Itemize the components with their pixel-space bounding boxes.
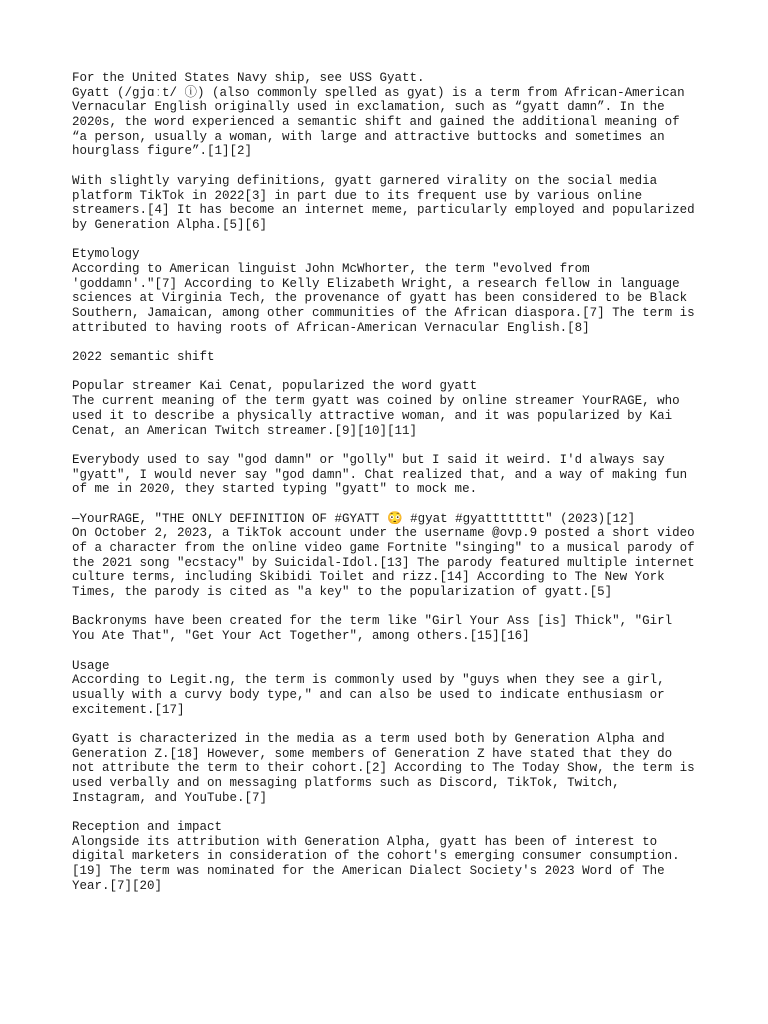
text-line: You Ate That", "Get Your Act Together", among others.[15][16]	[72, 629, 530, 644]
text-line: Southern, Jamaican, among other communities of the African diaspora.[7] The term is	[72, 306, 695, 320]
virality-paragraph	[72, 174, 708, 233]
streamer-paragraph	[72, 379, 708, 438]
text-line: of a character from the online video game Fortnite "singing" to a musical parody of	[72, 541, 695, 555]
text-line: Alongside its attribution with Generation Alpha, gyatt has been of interest to	[72, 834, 658, 849]
text-line: Reception and impact	[72, 820, 223, 835]
text-line: —YourRAGE, "THE ONLY DEFINITION OF #GYATT 😳 #gyat #gyatttttttt" (2023)[12]	[72, 511, 636, 526]
intro-paragraph	[72, 71, 708, 159]
text-line: not attribute the term to their cohort.[2] According to The Today Show, the term is	[72, 761, 695, 776]
text-line: For the United States Navy ship, see USS Gyatt.	[72, 71, 425, 85]
text-line: used verbally and on messaging platforms such as Discord, TikTok, Twitch,	[72, 776, 620, 790]
text-line: Times, the parody is cited as "a key" to the popularization of gyatt.[5]	[72, 585, 613, 600]
text-line: Backronyms have been created for the term like "Girl Your Ass [is] Thick", "Girl	[72, 614, 673, 629]
text-line: sciences at Virginia Tech, the provenance of gyatt has been considered to be Black	[72, 291, 688, 306]
text-line: Usage	[72, 658, 110, 673]
text-line: platform TikTok in 2022[3] in part due to its frequent use by various online	[72, 188, 643, 203]
text-line: of me in 2020, they started typing "gyatt" to mock me.	[72, 482, 478, 497]
text-line: According to American linguist John McWhorter, the term "evolved from	[72, 261, 590, 276]
text-line: "gyatt", I would never say "god damn". Chat realized that, and a way of making fun	[72, 467, 688, 482]
document-page	[72, 71, 708, 894]
text-line: Generation Z.[18] However, some members of Generation Z have stated that they do	[72, 746, 673, 761]
text-line: Year.[7][20]	[72, 878, 163, 893]
text-line: by Generation Alpha.[5][6]	[72, 217, 268, 232]
text-line: 2020s, the word experienced a semantic shift and gained the additional meaning of	[72, 115, 680, 130]
text-line: According to Legit.ng, the term is commonly used by "guys when they see a girl,	[72, 673, 665, 688]
text-line: 'goddamn'."[7] According to Kelly Elizabeth Wright, a research fellow in language	[72, 276, 680, 291]
fortnite-paragraph	[72, 512, 708, 600]
text-line: excitement.[17]	[72, 702, 185, 717]
etymology-section	[72, 247, 708, 335]
text-line: Vernacular English originally used in exclamation, such as “gyatt damn”. In the	[72, 100, 665, 115]
generation-paragraph	[72, 732, 708, 805]
semantic-shift-heading	[72, 350, 708, 365]
text-line: With slightly varying definitions, gyatt garnered virality on the social media	[72, 173, 658, 188]
text-line: the 2021 song "ecstacy" by Suicidal-Idol.[13] The parody featured multiple internet	[72, 555, 695, 570]
text-line: On October 2, 2023, a TikTok account under the username @ovp.9 posted a short video	[72, 526, 695, 541]
text-line: Etymology	[72, 247, 140, 262]
text-line: 2022 semantic shift	[72, 350, 215, 365]
quote-paragraph	[72, 453, 708, 497]
text-line: culture terms, including Skibidi Toilet and rizz.[14] According to The New York	[72, 570, 665, 585]
text-line: Cenat, an American Twitch streamer.[9][10][11]	[72, 423, 418, 438]
text-line: digital marketers in consideration of the cohort's emerging consumer consumption.	[72, 849, 680, 864]
text-line: The current meaning of the term gyatt was coined by online streamer YourRAGE, who	[72, 394, 680, 409]
text-line: attributed to having roots of African-American Vernacular English.[8]	[72, 320, 590, 335]
text-line: hourglass figure”.[1][2]	[72, 144, 253, 159]
text-line: Popular streamer Kai Cenat, popularized the word gyatt	[72, 379, 478, 394]
text-line: “a person, usually a woman, with large and attractive buttocks and sometimes an	[72, 129, 665, 144]
text-line: Instagram, and YouTube.[7]	[72, 790, 268, 805]
text-line: Gyatt is characterized in the media as a term used both by Generation Alpha and	[72, 731, 665, 746]
text-line: usually with a curvy body type," and can also be used to indicate enthusiasm or	[72, 687, 665, 702]
backronyms-paragraph	[72, 614, 708, 643]
text-line: Gyatt (/gjɑːt/ ⓘ) (also commonly spelled as gyat) is a term from African-American	[72, 85, 685, 100]
text-line: streamers.[4] It has become an internet meme, particularly employed and popularized	[72, 203, 695, 218]
text-line: Everybody used to say "god damn" or "golly" but I said it weird. I'd always say	[72, 452, 665, 467]
text-line: [19] The term was nominated for the American Dialect Society's 2023 Word of The	[72, 864, 665, 879]
text-line: used it to describe a physically attractive woman, and it was popularized by Kai	[72, 408, 673, 423]
reception-section	[72, 820, 708, 893]
usage-section	[72, 659, 708, 718]
